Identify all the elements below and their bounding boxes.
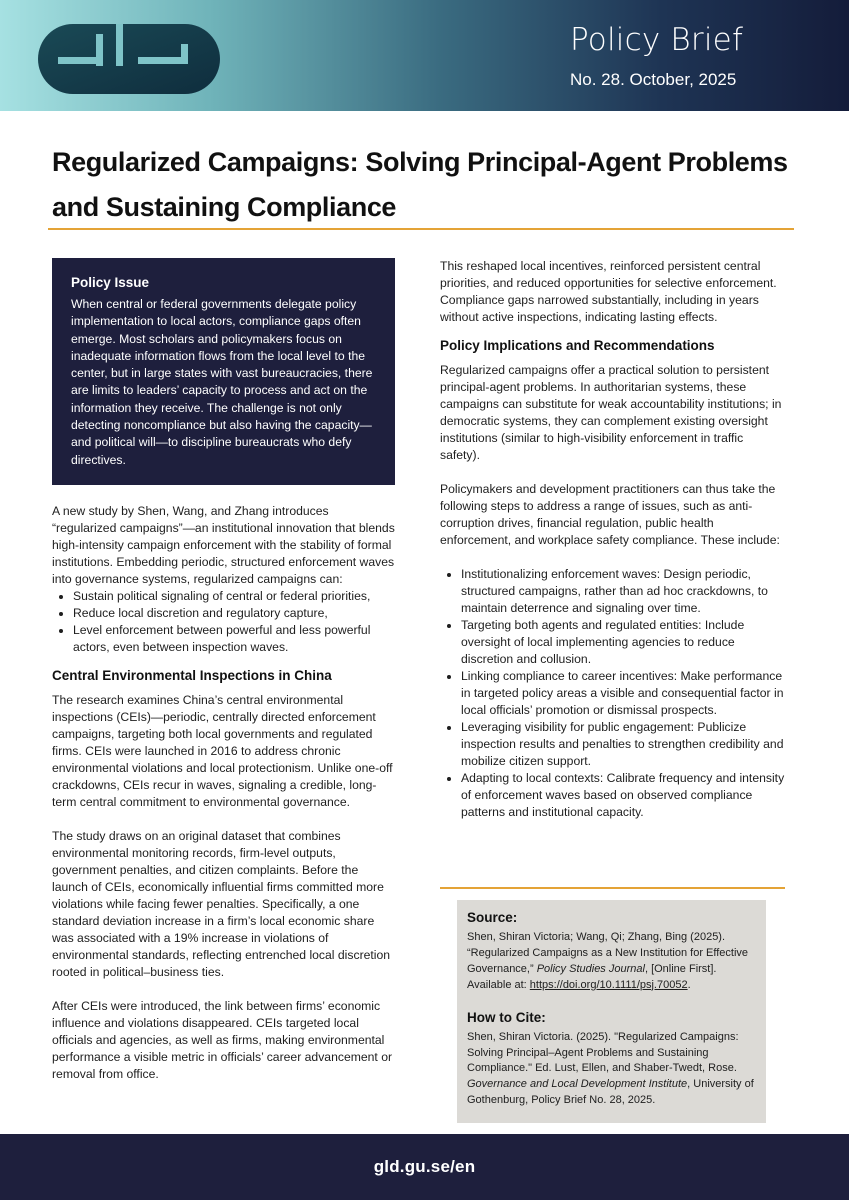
header-banner	[0, 0, 849, 111]
list-item: • Sustain political signaling of central or federal priorities,	[73, 588, 396, 605]
source-divider	[440, 887, 785, 889]
recommendations-list	[440, 566, 785, 821]
institute-name: Governance and Local Development Institute	[467, 1078, 688, 1091]
page-title: Regularized Campaigns: Solving Principal-Agent Problems and Sustaining Compliance	[52, 147, 788, 222]
cei-heading: Central Environmental Inspections in China	[52, 668, 332, 683]
list-item: • Adapting to local contexts: Calibrate frequency and intensity of enforcement waves based on observed compliance patterns and institutional capacity.	[461, 770, 785, 821]
policy-issue-text: When central or federal governments delegate policy implementation to local actors, compliance gaps often emerge. Most scholars and policymakers focus on inadequate information flows from the local level to the center, but in large states with vast bureaucracies, there are limits to leaders’ capacity to process and act on the information they receive. The challenge is not only detecting noncompliance but also having the capacity—and political will—to discipline bureaucrats who defy directives.	[71, 297, 373, 467]
policy-issue-box	[52, 258, 395, 485]
implications-paragraph: Policymakers and development practitioners can thus take the following steps to address a range of issues, such as anti-corruption drives, financial regulation, public health enforcement, and workplace safety compliance. These include:	[440, 482, 780, 547]
intro-bullets	[52, 588, 396, 656]
doi-link[interactable]: https://doi.org/10.1111/psj.70052	[529, 978, 688, 991]
policy-issue-heading: Policy Issue	[71, 275, 150, 290]
source-heading: Source:	[467, 910, 518, 925]
right-column	[440, 258, 785, 821]
implications-heading: Policy Implications and Recommendations	[440, 338, 715, 353]
source-box	[457, 900, 766, 1123]
list-item: • Level enforcement between powerful and less powerful actors, even between inspection waves.	[73, 622, 396, 656]
journal-name: Policy Studies Journal	[536, 962, 645, 975]
cite-heading: How to Cite:	[467, 1009, 546, 1025]
cite-text: Shen, Shiran Victoria. (2025). "Regularized Campaigns: Solving Principal–Agent Problems and Sustaining Compliance." Ed. Lust, Ellen, and Shaber-Twedt, Rose. Governance and Local Development Institute, University of Gothenburg, Policy Brief No. 28, 2025.	[467, 1030, 754, 1107]
list-item: • Targeting both agents and regulated entities: Include oversight of local implementing agencies to reduce discretion and collusion.	[461, 617, 785, 668]
gld-logo-icon	[38, 24, 220, 94]
brief-label: Policy Brief	[570, 22, 744, 58]
title-divider	[48, 228, 794, 230]
list-item: • Institutionalizing enforcement waves: Design periodic, structured campaigns, rather than ad hoc crackdowns, to maintain deterrence and signaling over time.	[461, 566, 785, 617]
footer-url[interactable]: gld.gu.se/en	[373, 1157, 476, 1176]
cei-paragraph: The research examines China’s central environmental inspections (CEIs)—periodic, centrally directed enforcement campaigns, targeting both local governments and regulated firms. CEIs were launched in 2016 to address chronic environmental violations and local protectionism. Unlike one-off crackdowns, CEIs recur in waves, signaling a credible, long-term central commitment to environmental governance.	[52, 693, 393, 809]
intro-text: A new study by Shen, Wang, and Zhang introduces “regularized campaigns”—an institutional innovation that blends high-intensity campaign enforcement with the stability of formal institutions. Embedding periodic, structured enforcement waves into governance systems, regularized campaigns can:	[52, 504, 395, 586]
implications-paragraph: Regularized campaigns offer a practical solution to persistent principal-agent problems. In authoritarian systems, these campaigns can substitute for weak accountability institutions; in democratic systems, they can complement existing oversight institutions (similar to high-visibility enforcement in traffic safety).	[440, 363, 782, 462]
cei-paragraph: After CEIs were introduced, the link between firms’ economic influence and violations disappeared. CEIs targeted local officials and agencies, as well as firms, making environmental performance a visible metric in officials’ career advancement or removal from office.	[52, 999, 393, 1081]
list-item: • Reduce local discretion and regulatory capture,	[73, 605, 396, 622]
footer	[0, 1134, 849, 1200]
source-citation: Shen, Shiran Victoria; Wang, Qi; Zhang, Bing (2025). “Regularized Campaigns as a New Institution for Effective Governance,” Policy Studies Journal, [Online First]. Available at: https://doi.org/10.1111/psj.70052.	[467, 931, 749, 991]
list-item: • Linking compliance to career incentives: Make performance in targeted policy areas a visible and consequential factor in local officials’ promotion or dismissal prospects.	[461, 668, 785, 719]
continuation-text: This reshaped local incentives, reinforced persistent central priorities, and reduced opportunities for selective enforcement. Compliance gaps narrowed substantially, including in years without active inspections, indicating lasting effects.	[440, 259, 777, 324]
left-column	[52, 258, 396, 1083]
issue-date: No. 28. October, 2025	[570, 70, 737, 89]
cei-paragraph: The study draws on an original dataset that combines environmental monitoring records, firm-level outputs, government penalties, and citizen complaints. Before the launch of CEIs, economically influential firms committed more violations while facing fewer penalties. Specifically, a one standard deviation increase in a firm’s local economic share was associated with a 19% increase in violations of environmental standards, reflecting entrenched local discretion rooted in political–business ties.	[52, 829, 391, 979]
list-item: • Leveraging visibility for public engagement: Publicize inspection results and penalties to strengthen credibility and mobilize citizen support.	[461, 719, 785, 770]
